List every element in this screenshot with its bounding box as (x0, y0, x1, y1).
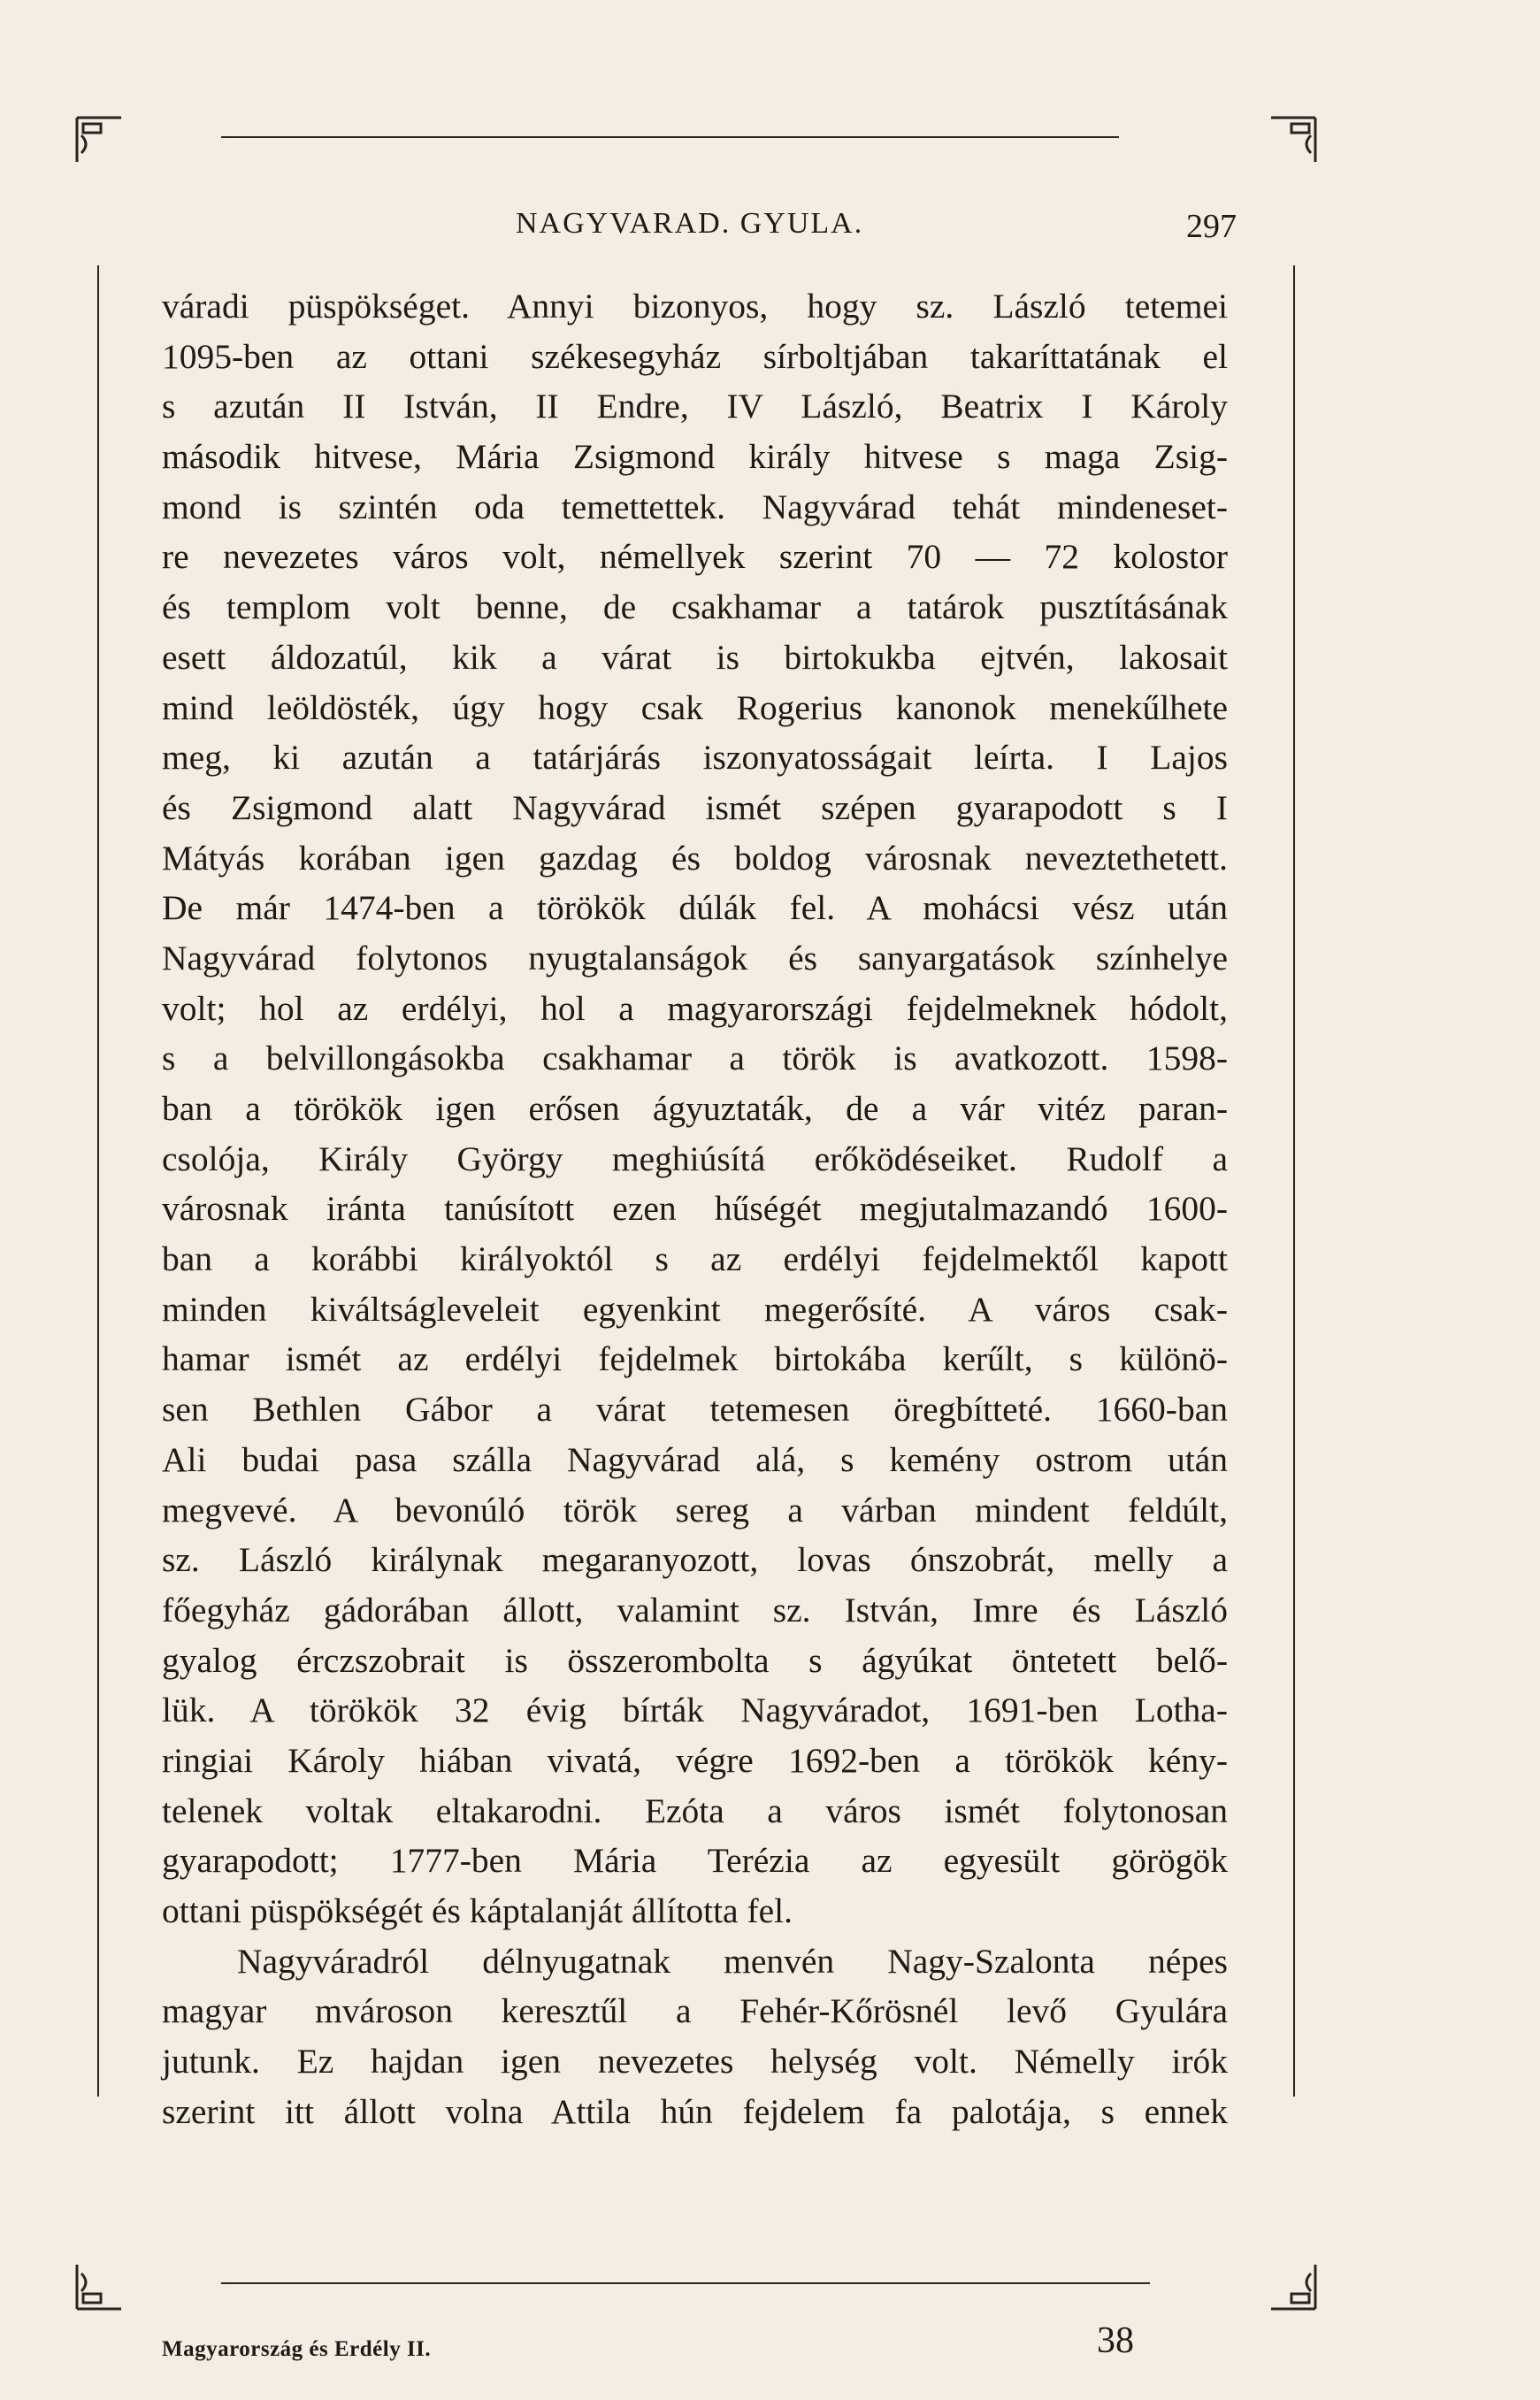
sheet-signature: Magyarország és Erdély II. (162, 2337, 432, 2361)
text-line: hamar ismét az erdélyi fejdelmek birtokába kerűlt, s különö- (162, 1339, 1228, 1379)
text-line: sen Bethlen Gábor a várat tetemesen öregbítteté. 1660-ban (162, 1390, 1228, 1430)
text-line: és templom volt benne, de csakhamar a tatárok pusztításának (162, 587, 1228, 627)
corner-ornament-top-left (73, 113, 126, 166)
text-line: második hitvese, Mária Zsigmond király hitvese s maga Zsig- (162, 437, 1228, 477)
text-line: De már 1474-ben a törökök dúlák fel. A mohácsi vész után (162, 888, 1228, 928)
frame-top-rule (221, 136, 1119, 138)
corner-ornament-bottom-left (73, 2260, 126, 2313)
text-line: s azután II István, II Endre, IV László, Beatrix I Károly (162, 387, 1228, 426)
text-line: jutunk. Ez hajdan igen nevezetes helység volt. Némelly irók (162, 2042, 1228, 2082)
text-line: ban a törökök igen erősen ágyuztaták, de a vár vitéz paran- (162, 1089, 1228, 1128)
frame-bottom-rule (221, 2282, 1150, 2284)
frame-left-rule (97, 265, 99, 2097)
text-line: re nevezetes város volt, némellyek szerint 70 — 72 kolostor (162, 537, 1228, 577)
text-line: s a belvillongásokba csakhamar a török is avatkozott. 1598- (162, 1039, 1228, 1078)
text-line: gyalog érczszobrait is összerombolta s ágyúkat öntetett belő- (162, 1640, 1228, 1680)
text-line: mind leöldösték, úgy hogy csak Rogerius kanonok menekűlhete (162, 687, 1228, 727)
text-line: volt; hol az erdélyi, hol a magyarországi fejdelmeknek hódolt, (162, 988, 1228, 1028)
text-line: ban a korábbi királyoktól s az erdélyi fejdelmektől kapott (162, 1239, 1228, 1279)
running-head (162, 207, 1237, 260)
text-line: főegyház gádorában állott, valamint sz. István, Imre és László (162, 1590, 1228, 1629)
text-line: városnak iránta tanúsított ezen hűségét megjutalmazandó 1600- (162, 1189, 1228, 1229)
body-text (162, 281, 1228, 2136)
text-line: minden kiváltságleveleit egyenkint megerősíté. A város csak- (162, 1289, 1228, 1329)
text-line: Mátyás korában igen gazdag és boldog városnak neveztethetett. (162, 838, 1228, 878)
text-line: esett áldozatúl, kik a várat is birtokukba ejtvén, lakosait (162, 637, 1228, 677)
text-line: és Zsigmond alatt Nagyvárad ismét szépen gyarapodott s I (162, 787, 1228, 827)
sheet-number: 38 (1097, 2320, 1134, 2361)
corner-ornament-top-right (1267, 113, 1320, 166)
text-line: váradi püspökséget. Annyi bizonyos, hogy sz. László tetemei (162, 287, 1228, 326)
text-line: magyar mvároson keresztűl a Fehér-Kőrösnél levő Gyulára (162, 1991, 1228, 2031)
text-line: lük. A törökök 32 évig bírták Nagyváradot, 1691-ben Lotha- (162, 1691, 1228, 1730)
text-line: Nagyváradról délnyugatnak menvén Nagy-Szalonta népes (237, 1941, 1228, 1981)
text-line: csolója, Király György meghiúsítá erőködéseiket. Rudolf a (162, 1139, 1228, 1178)
page-number: 297 (1186, 208, 1237, 245)
corner-ornament-bottom-right (1267, 2260, 1320, 2313)
text-line: Ali budai pasa szálla Nagyvárad alá, s kemény ostrom után (162, 1439, 1228, 1479)
text-line: ottani püspökségét és káptalanját állította fel. (162, 1891, 793, 1930)
text-line: sz. László királynak megaranyozott, lovas ónszobrát, melly a (162, 1540, 1228, 1580)
running-title: NAGYVARAD. GYULA. (516, 207, 864, 240)
text-line: ringiai Károly hiában vivatá, végre 1692-ben a törökök kény- (162, 1740, 1228, 1780)
text-line: telenek voltak eltakarodni. Ezóta a város ismét folytonosan (162, 1790, 1228, 1830)
text-line: szerint itt állott volna Attila hún fejdelem fa palotája, s ennek (162, 2091, 1228, 2131)
text-line: meg, ki azután a tatárjárás iszonyatosságait leírta. I Lajos (162, 738, 1228, 778)
text-line: mond is szintén oda temettettek. Nagyvárad tehát mindeneset- (162, 487, 1228, 526)
text-line: Nagyvárad folytonos nyugtalanságok és sanyargatások színhelye (162, 938, 1228, 978)
text-line: megvevé. A bevonúló török sereg a várban mindent feldúlt, (162, 1490, 1228, 1530)
frame-right-rule (1293, 265, 1295, 2097)
text-line: gyarapodott; 1777-ben Mária Terézia az egyesült görögök (162, 1841, 1228, 1881)
text-line: 1095-ben az ottani székesegyház sírboltjában takaríttatának el (162, 336, 1228, 376)
